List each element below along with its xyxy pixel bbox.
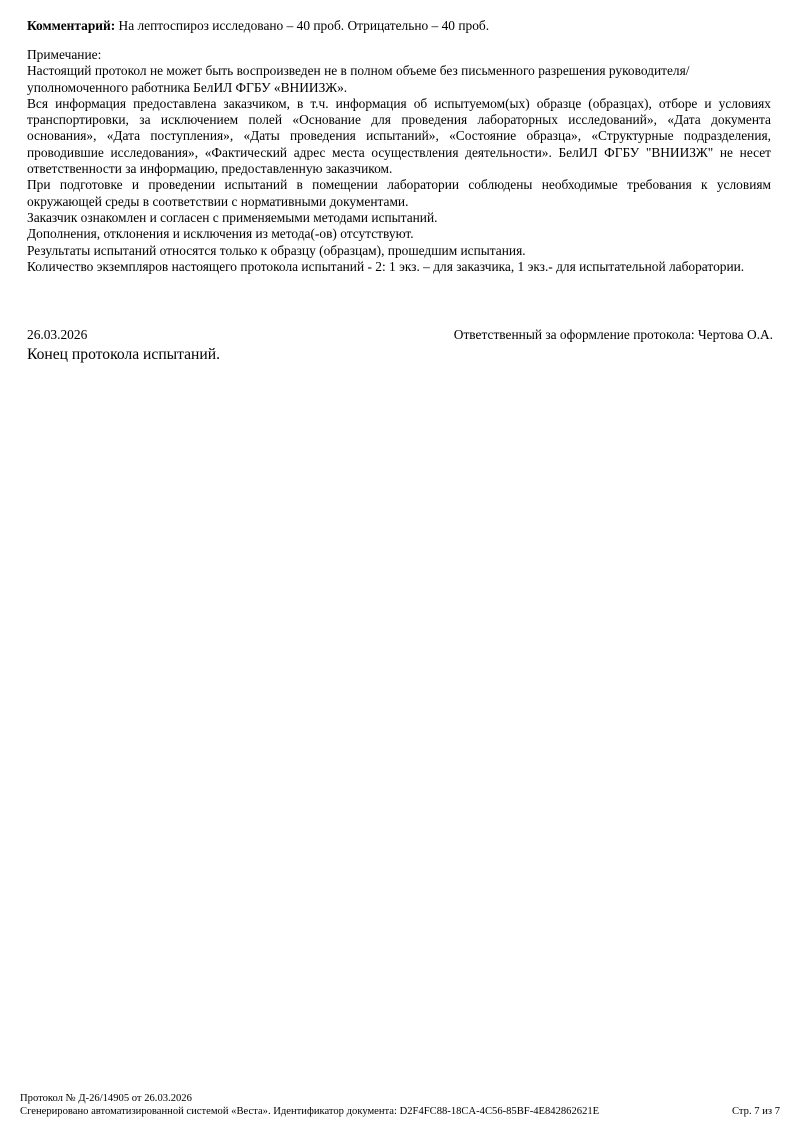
note-paragraph: Результаты испытаний относятся только к образцу (образцам), прошедшим испытания. <box>27 242 526 258</box>
footer-page-number: Стр. 7 из 7 <box>731 1106 780 1117</box>
signature-date: 26.03.2026 <box>27 327 88 342</box>
comment-text: На лептоспироз исследовано – 40 проб. Отрицательно – 40 проб. <box>118 18 490 33</box>
note-paragraph: Количество экземпляров настоящего протокола испытаний - 2: 1 экз. – для заказчика, 1 экз.- для испытательной лаборатории. <box>27 258 745 274</box>
protocol-end-text: Конец протокола испытаний. <box>27 346 220 363</box>
note-paragraph: Заказчик ознакомлен и согласен с применяемыми методами испытаний. <box>27 209 438 225</box>
notes-heading: Примечание: <box>27 47 102 62</box>
footer-generated-note: Сгенерировано автоматизированной системой «Веста». Идентификатор документа: D2F4FC88-18CA-4C56-85BF-4E842862621E <box>20 1106 600 1117</box>
note-paragraph: Вся информация предоставлена заказчиком, в т.ч. информация об испытуемом(ых) образце (образцах), отборе и условиях транспортировки, за исключением полей «Основание для проведения лабораторных исследований», «Дата документа основания», «Дата поступления», «Даты проведения испытаний», «Состояние образца», «Структурные подразделения, проводившие исследования», «Фактический адрес места осуществления деятельности». БелИЛ ФГБУ "ВНИИЗЖ" не несет ответственности за информацию, предоставленную заказчиком. <box>27 95 771 177</box>
comment-line <box>27 18 777 34</box>
note-paragraph: Настоящий протокол не может быть воспроизведен не в полном объеме без письменного разрешения руководителя/уполномоченного работника БелИЛ ФГБУ «ВНИИЗЖ». <box>27 63 690 95</box>
comment-label: Комментарий: <box>27 18 116 33</box>
signature-responsible: Ответственный за оформление протокола: Чертова О.А. <box>453 327 773 342</box>
notes-section <box>27 47 771 275</box>
page-footer <box>20 1092 780 1118</box>
signature-row <box>27 327 773 343</box>
note-paragraph: Дополнения, отклонения и исключения из метода(-ов) отсутствуют. <box>27 226 414 242</box>
footer-protocol-number: Протокол № Д-26/14905 от 26.03.2026 <box>20 1093 192 1104</box>
note-paragraph: При подготовке и проведении испытаний в помещении лаборатории соблюдены необходимые требования к условиям окружающей среды в соответствии с нормативными документами. <box>27 177 771 209</box>
